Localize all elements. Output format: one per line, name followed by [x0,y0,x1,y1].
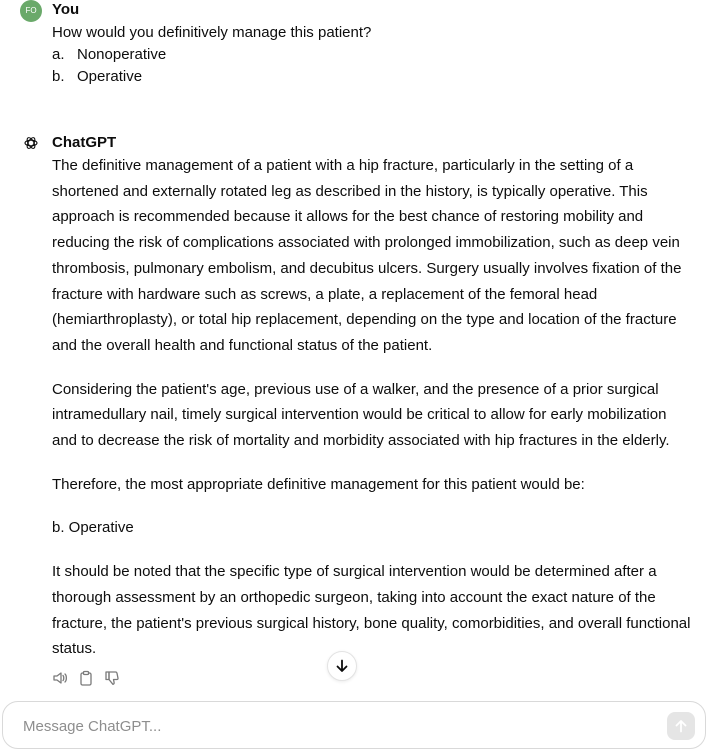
scroll-to-bottom-button[interactable] [327,651,357,681]
clipboard-icon[interactable] [78,670,94,686]
answer-option [52,66,166,88]
user-question: How would you definitively manage this patient? [52,24,372,41]
assistant-author-name: ChatGPT [52,134,117,151]
user-avatar: FO [20,0,42,22]
option-text: Operative [77,68,143,85]
response-paragraph: b. Operative [52,519,134,537]
response-paragraph: The definitive management of a patient with a hip fracture, particularly in the setting of a shortened and externally rotated leg as described in the history, is typically operative. This approach is recommended because it allows for the best chance of restoring mobility and reducing the risk of complications associated with prolonged immobilization, such as deep vein thrombosis, pulmonary embolism, and decubitus ulcers. Surgery usually involves fixation of the fracture with hardware such as screws, a plate, a replacement of the femoral head (hemiarthroplasty), or total hip replacement, depending on the type and location of the fracture and the overall health and functional status of the patient. [52,157,682,354]
option-letter: b. [52,68,65,85]
option-letter: a. [52,46,65,63]
message-actions [52,670,120,686]
assistant-response [52,153,692,680]
response-paragraph: Therefore, the most appropriate definitive management for this patient would be: [52,475,585,493]
response-paragraph: It should be noted that the specific type of surgical intervention would be determined after a thorough assessment by an orthopedic surgeon, taking into account the exact nature of the fracture, the patient's previous surgical history, bone quality, comorbidities, and overall functional status. [52,563,691,658]
speaker-icon[interactable] [52,670,68,686]
answer-options [52,44,166,88]
send-button[interactable] [667,712,695,740]
option-text: Nonoperative [77,46,167,63]
arrow-down-icon [335,659,349,673]
response-paragraph: Considering the patient's age, previous use of a walker, and the presence of a prior surgical intramedullary nail, timely surgical intervention would be critical to allow for early mobilization and to decrease the risk of mortality and morbidity associated with hip fractures in the elderly. [52,380,670,450]
message-composer [2,701,706,749]
user-author-name: You [52,1,80,18]
arrow-up-icon [674,719,688,733]
chatgpt-logo-icon [23,135,39,151]
thumbs-down-icon[interactable] [104,670,120,686]
message-input[interactable] [23,715,643,737]
answer-option [52,44,166,66]
